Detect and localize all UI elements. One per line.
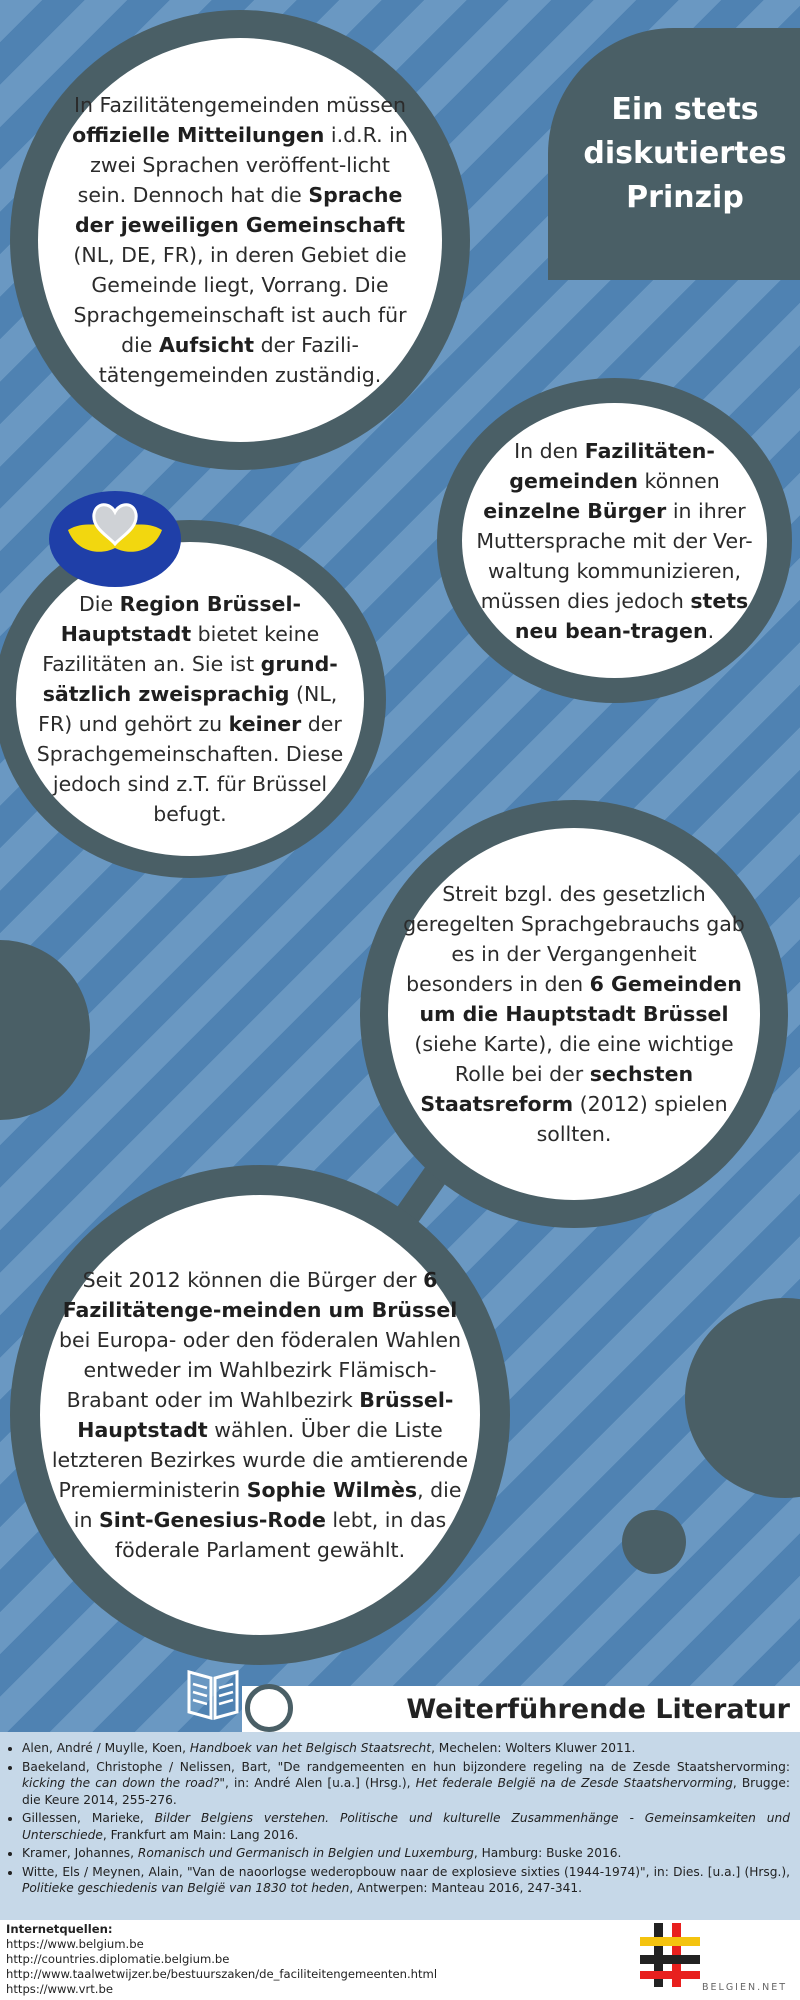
literature-text: Gillessen, Marieke,	[22, 1811, 155, 1825]
bold-segment: Brüssel-Hauptstadt	[77, 1388, 454, 1442]
bubble-streit	[388, 828, 760, 1200]
bubble-text	[398, 879, 750, 1149]
literature-text: Baekeland, Christophe / Nelissen, Bart, "De randgemeenten en hun bijzondere regeling na de Zesde Staatshervorming:	[22, 1759, 790, 1774]
literature-text: , Brugge: die Keure 2014, 255-276.	[22, 1776, 790, 1807]
book-icon	[183, 1664, 243, 1724]
bold-segment: Sint-Genesius-Rode	[98, 1508, 326, 1532]
text-segment: (siehe Karte), die eine wichtige Rolle bei der	[414, 1032, 734, 1086]
bubble-buerger	[462, 403, 767, 678]
text-segment: bietet keine Fazilitäten an. Sie ist	[42, 622, 320, 676]
literature-title: Het federale België na de Zesde Staatshervorming	[415, 1776, 733, 1790]
web-source-link[interactable]: http://countries.diplomatie.belgium.be	[6, 1952, 230, 1966]
bold-segment: einzelne Bürger	[483, 498, 667, 523]
belgien-net-logo	[636, 1920, 796, 2000]
page-title: Ein stets diskutiertes Prinzip	[583, 92, 787, 215]
literature-header-circle	[245, 1684, 293, 1732]
literature-item	[22, 1810, 790, 1843]
text-segment: Seit 2012 können die Bürger der	[82, 1268, 424, 1292]
bold-segment: sechsten Staatsreform	[420, 1062, 694, 1116]
web-sources-label: Internetquellen	[6, 1922, 108, 1936]
literature-text: Witte, Els / Meynen, Alain, "Van de naoorlogse wederopbouw naar de explosieve sixties (1944-1974)", in: Dies. [u.a.] (Hrsg.),	[22, 1864, 790, 1879]
bold-segment: Fazilitäten-gemeinden	[509, 438, 715, 493]
literature-section	[0, 1732, 800, 1920]
literature-text: , Mechelen: Wolters Kluwer 2011.	[431, 1741, 636, 1755]
bold-segment: Aufsicht	[158, 333, 255, 357]
decor-circle-right	[685, 1298, 800, 1498]
bubble-wahlen	[40, 1195, 480, 1635]
text-segment: i.d.R. in zwei Sprachen veröffent-licht sein. Dennoch hat die	[77, 123, 408, 207]
web-source-link[interactable]: https://www.vrt.be	[6, 1982, 113, 1996]
text-segment: der Fazili-tätengemeinden zuständig.	[98, 333, 382, 387]
bold-segment: Region Brüssel-Hauptstadt	[60, 592, 301, 646]
text-segment: In den	[514, 438, 585, 463]
literature-list	[0, 1740, 800, 1897]
web-source-link[interactable]: https://www.belgium.be	[6, 1937, 144, 1951]
literature-item	[22, 1864, 790, 1897]
web-source-link[interactable]: http://www.taalwetwijzer.be/bestuurszaken/de_faciliteitengemeenten.html	[6, 1967, 438, 1981]
text-segment: (NL, FR) und gehört zu	[38, 682, 338, 736]
literature-item	[22, 1845, 790, 1862]
bold-segment: Sophie Wilmès	[246, 1478, 418, 1502]
logo-text: BELGIEN.NET	[702, 1982, 788, 1993]
bubble-mitteilungen	[38, 38, 442, 442]
literature-text: , Antwerpen: Manteau 2016, 247-341.	[349, 1881, 583, 1895]
web-sources-section: Internetquellen: https://www.belgium.be http://countries.diplomatie.belgium.be http://www.taalwetwijzer.be/bestuurszaken/de_faciliteitengemeenten.html https://www.vrt.be	[0, 1920, 800, 2000]
literature-text: Alen, André / Muylle, Koen,	[22, 1741, 190, 1755]
literature-text: ", in: André Alen [u.a.] (Hrsg.),	[219, 1776, 416, 1790]
literature-title: Romanisch und Germanisch in Belgien und Luxemburg	[137, 1846, 474, 1860]
literature-item	[22, 1759, 790, 1809]
bubble-text	[35, 569, 345, 829]
text-segment: in ihrer Muttersprache mit der Ver-waltung kommunizieren, müssen dies jedoch	[476, 498, 753, 613]
literature-title: Handboek van het Belgisch Staatsrecht	[189, 1741, 432, 1755]
text-segment: können	[637, 468, 720, 493]
bold-segment: stets neu bean-tragen	[514, 588, 749, 643]
bold-segment: 6 Gemeinden um die Hauptstadt Brüssel	[419, 972, 742, 1026]
text-segment: (2012) spielen sollten.	[536, 1092, 728, 1146]
text-segment: (NL, DE, FR), in deren Gebiet die Gemeinde liegt, Vorrang. Die Sprachgemeinschaft ist auch für die	[73, 243, 407, 357]
bubble-bruessel	[16, 542, 364, 856]
bold-segment: Sprache der jeweiligen Gemeinschaft	[74, 183, 406, 237]
literature-text: , Frankfurt am Main: Lang 2016.	[102, 1827, 299, 1842]
text-segment: In Fazilitätengemeinden müssen	[73, 93, 407, 117]
brussels-iris-emblem-icon	[48, 490, 182, 588]
bold-segment: keiner	[228, 712, 302, 736]
text-segment: lebt, in das föderale Parlament gewählt.	[114, 1508, 447, 1562]
text-segment: Die	[78, 592, 120, 616]
literature-title: kicking the can down the road?	[22, 1776, 220, 1790]
decor-circle-left	[0, 940, 90, 1120]
bubble-text	[51, 1265, 469, 1565]
decor-circle-small	[622, 1510, 686, 1574]
literature-title: Bilder Belgiens verstehen. Politische und kulturelle Zusammenhänge - Gemeinsamkeiten und Unterschiede	[22, 1811, 790, 1842]
text-segment: , die in	[73, 1478, 462, 1532]
bold-segment: offizielle Mitteilungen	[72, 123, 325, 147]
literature-text: , Hamburg: Buske 2016.	[473, 1846, 622, 1860]
bold-segment: 6 Fazilitätenge-meinden um Brüssel	[62, 1268, 458, 1322]
literature-heading: Weiterführende Literatur	[406, 1694, 790, 1725]
literature-item	[22, 1740, 790, 1757]
literature-title: Politieke geschiedenis van België van 1830 tot heden	[22, 1881, 350, 1895]
text-segment: der Sprachgemeinschaften. Diese jedoch sind z.T. für Brüssel befugt.	[36, 712, 344, 826]
bubble-text	[476, 436, 754, 646]
text-segment: wählen. Über die Liste letzteren Bezirkes wurde die amtierende Premierministerin	[51, 1418, 469, 1502]
text-segment: .	[707, 618, 715, 643]
bold-segment: grund-sätzlich zweisprachig	[42, 652, 338, 706]
text-segment: Streit bzgl. des gesetzlich geregelten Sprachgebrauchs gab es in der Vergangenheit besonders in den	[403, 882, 745, 996]
text-segment: bei Europa- oder den föderalen Wahlen entweder im Wahlbezirk Flämisch-Brabant oder im Wahlbezirk	[58, 1328, 462, 1412]
literature-text: Kramer, Johannes,	[22, 1846, 138, 1860]
bubble-text	[63, 90, 417, 390]
